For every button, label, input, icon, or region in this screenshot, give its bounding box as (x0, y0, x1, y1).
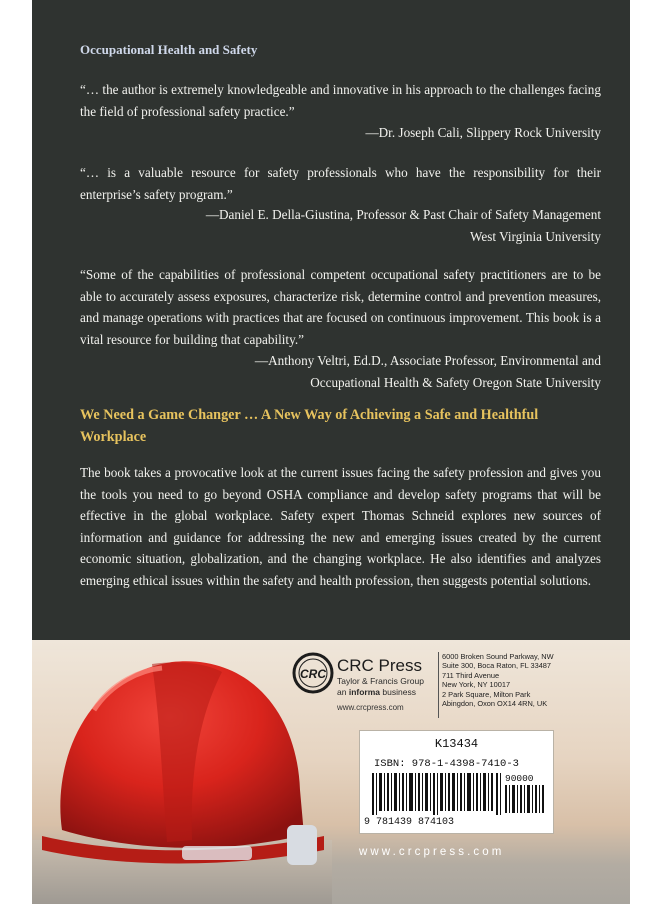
quote-2-attribution (206, 204, 601, 247)
address-line: New York, NY 10017 (442, 680, 511, 690)
publisher-group (337, 676, 424, 698)
price-barcode (505, 785, 545, 813)
attribution-line: —Dr. Joseph Cali, Slippery Rock University (365, 125, 601, 140)
publisher-addresses (442, 652, 554, 708)
catalog-code: K13434 (434, 737, 479, 751)
quote-1-attribution (365, 122, 601, 144)
barcode-label (359, 730, 554, 834)
attribution-line: —Anthony Veltri, Ed.D., Associate Professor, Environmental and (254, 353, 601, 368)
attribution-line: West Virginia University (470, 228, 601, 244)
isbn-barcode (372, 773, 502, 815)
address-line: 2 Park Square, Milton Park (442, 689, 531, 699)
quote-3-attribution (255, 350, 601, 393)
hard-hat-image (32, 640, 332, 904)
price-code: 90000 (505, 773, 534, 784)
headline: We Need a Game Changer … A New Way of Achieving a Safe and Healthful Workplace (80, 407, 539, 445)
book-description: The book takes a provocative look at the current issues facing the safety profession and gives you the tools you need to go beyond OSHA compliance and develop safety programs that will be effective in the global workplace. Safety expert Thomas Schneid explores new sources of information and guidance for addressing the new and emerging issues created by the current economic situation, globalization, and the changing workplace. He also identifies and analyzes emerging ethical issues within the safety and health profession, then suggests potential solutions. (80, 465, 601, 588)
address-line: 6000 Broken Sound Parkway, NW (442, 652, 554, 661)
crc-logo (292, 651, 334, 695)
isbn: ISBN: 978-1-4398-7410-3 (374, 758, 519, 770)
publisher-name: CRC Press (337, 656, 423, 675)
address-line: Suite 300, Boca Raton, FL 33487 (442, 661, 552, 671)
quote-2: “… is a valuable resource for safety professionals who have the responsibility for their enterprise’s safety program.” (80, 165, 601, 202)
address-line: 711 Third Avenue (442, 670, 500, 680)
attribution-line: Occupational Health & Safety Oregon State University (310, 374, 601, 390)
group-name: Taylor & Francis Group (337, 676, 424, 686)
barcode-digits: 9 781439 874103 (364, 817, 455, 828)
quote-3: “Some of the capabilities of professional competent occupational safety practitioners are to be able to accurately assess exposures, characterize risk, determine control and prevention measures, and manage operations with practices that are focused on continuous improvement. This book is a vital resource for building that capability.” (80, 267, 601, 347)
publisher-url[interactable]: www.crcpress.com (337, 703, 404, 712)
informa-word: informa (348, 687, 381, 697)
address-line: Abingdon, Oxon OX14 4RN, UK (442, 699, 548, 709)
divider (438, 652, 439, 718)
informa-suffix: business (382, 687, 416, 697)
quote-1: “… the author is extremely knowledgeable and innovative in his approach to the challenges facing the field of professional safety practice.” (80, 82, 601, 119)
informa-line (337, 687, 424, 698)
attribution-line: —Daniel E. Della-Giustina, Professor & Past Chair of Safety Management (205, 207, 601, 222)
website-url[interactable]: www.crcpress.com (359, 846, 505, 858)
back-cover (32, 0, 630, 904)
informa-prefix: an (337, 687, 347, 697)
section-heading: Occupational Health and Safety (80, 42, 258, 57)
logo-text: CRC (300, 667, 326, 681)
text-panel (32, 0, 630, 640)
